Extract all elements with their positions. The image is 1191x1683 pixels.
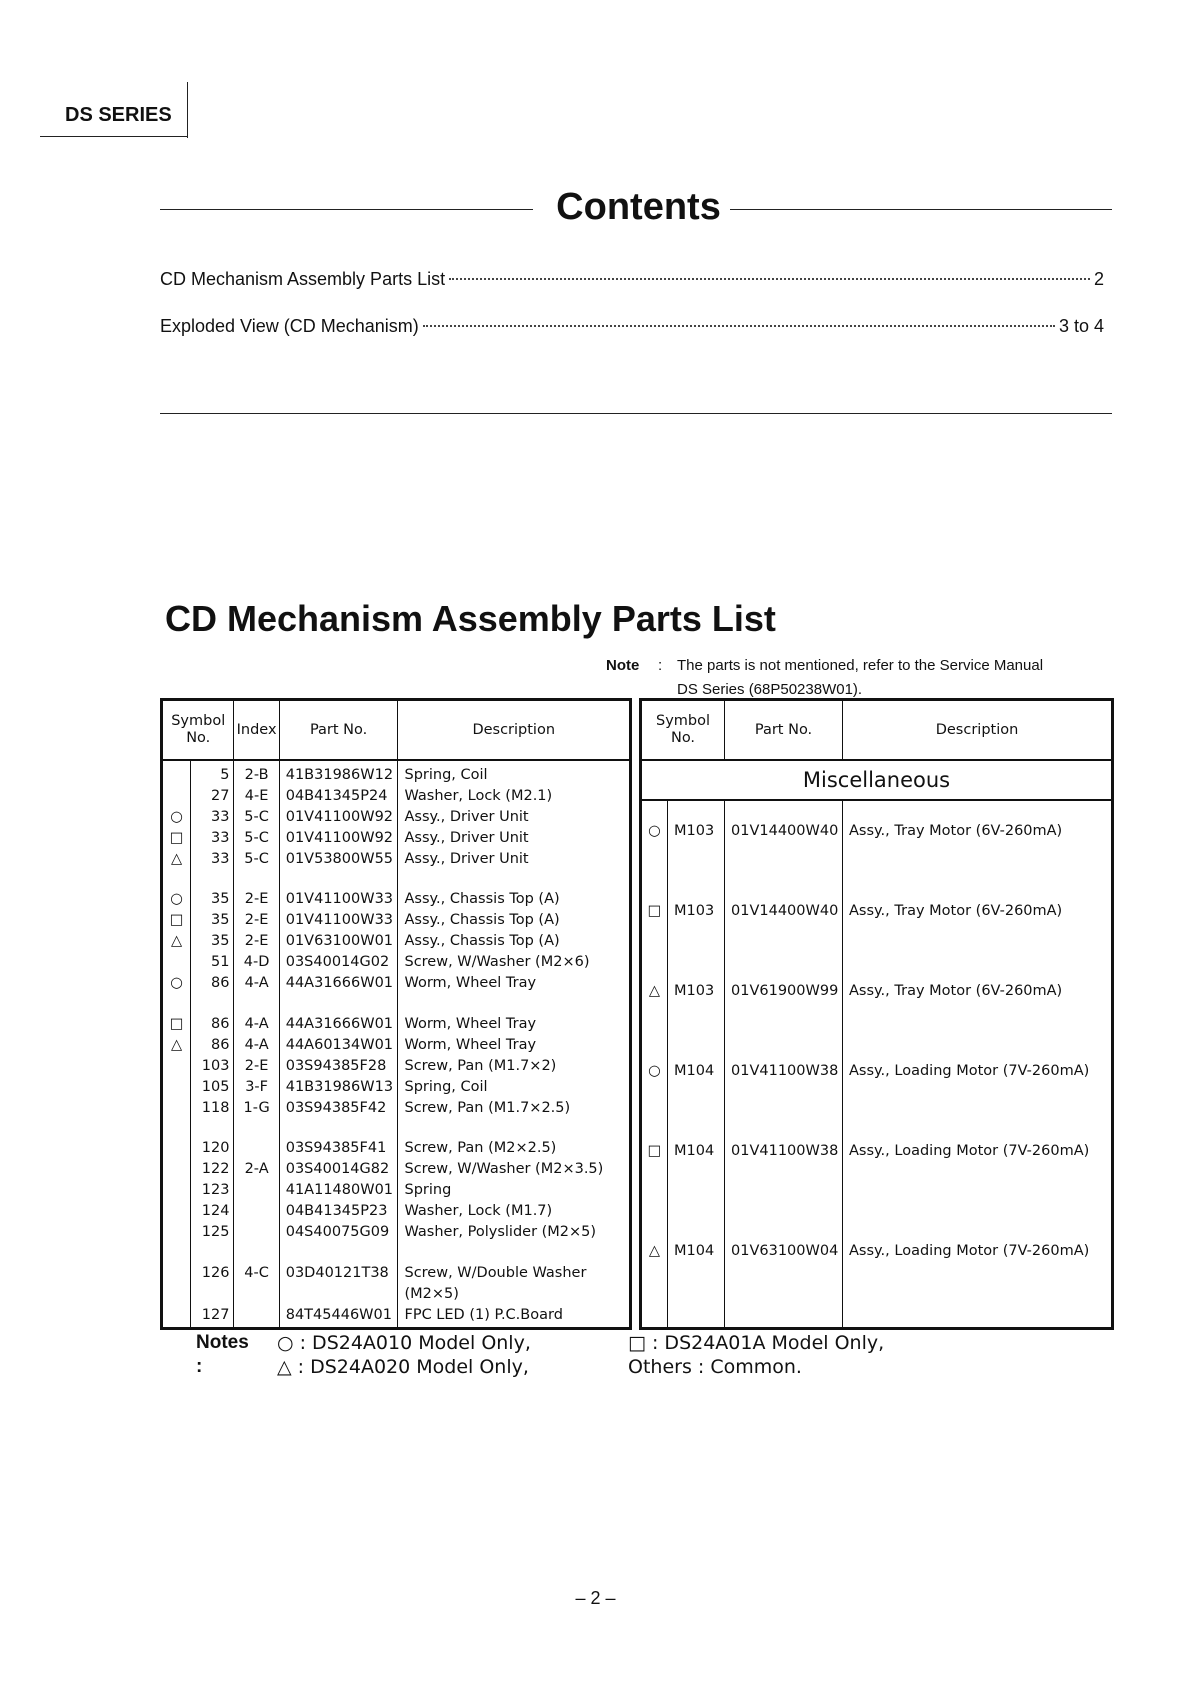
page-number: – 2 –: [575, 1588, 616, 1608]
index-cell: 2-E: [234, 890, 279, 911]
symbol-mark: ○: [170, 891, 183, 908]
table-row: [162, 1264, 631, 1285]
index-cell: 1-G: [234, 1099, 279, 1120]
parts-table-right: [639, 698, 1114, 1330]
table-row: [162, 829, 631, 850]
index-cell: 2-E: [234, 911, 279, 932]
index-cell: 2-E: [234, 932, 279, 953]
spacer-cell: [162, 1244, 191, 1264]
symbol-mark: [162, 1057, 191, 1078]
note-triangle: △ : DS24A020 Model Only,: [277, 1356, 529, 1378]
part-description: Assy., Driver Unit: [398, 850, 631, 871]
symbol-number: 120: [191, 1139, 234, 1160]
symbol-mark: ○: [648, 823, 661, 839]
symbol-number: M103: [668, 822, 725, 902]
symbol-mark: [162, 1139, 191, 1160]
index-cell: 2-B: [234, 766, 279, 787]
contents-divider: [160, 413, 1112, 414]
col-header-description: Description: [398, 700, 631, 761]
contents-heading: [160, 180, 1112, 236]
note-label: Note: [606, 657, 640, 674]
table-row: [162, 850, 631, 871]
spacer-row: [162, 1244, 631, 1264]
part-number: 01V41100W33: [279, 890, 398, 911]
toc-dot-leader: [423, 325, 1055, 327]
table-row: [162, 1223, 631, 1244]
table-row: [162, 890, 631, 911]
symbol-mark: [162, 953, 191, 974]
series-label: DS SERIES: [65, 104, 172, 126]
symbol-mark: □: [169, 912, 184, 929]
table-row: [162, 766, 631, 787]
symbol-mark: [162, 1202, 191, 1223]
part-number: 01V61900W99: [725, 982, 843, 1062]
part-number: 04B41345P24: [279, 787, 398, 808]
part-number: 44A31666W01: [279, 974, 398, 995]
table-row: [162, 1057, 631, 1078]
symbol-mark: □: [647, 1143, 662, 1160]
index-cell: 4-A: [234, 1015, 279, 1036]
part-description: Screw, Pan (M1.7×2.5): [398, 1099, 631, 1120]
part-description: Worm, Wheel Tray: [398, 974, 631, 995]
filler-cell: [398, 1327, 631, 1329]
part-description: (M2×5): [398, 1285, 631, 1306]
symbol-mark: [162, 1078, 191, 1099]
spacer-cell: [234, 995, 279, 1015]
spacer-cell: [191, 1244, 234, 1264]
part-number: [279, 1285, 398, 1306]
spacer-cell: [641, 1223, 668, 1243]
symbol-number: 86: [191, 1015, 234, 1036]
symbol-number: M103: [668, 902, 725, 982]
toc-entry-page: 2: [1093, 269, 1104, 289]
note-text-line1: The parts is not mentioned, refer to the Service Manual: [677, 657, 1044, 674]
spacer-cell: [725, 800, 843, 822]
symbol-mark: □: [169, 829, 184, 846]
spacer-cell: [668, 800, 725, 822]
spacer-cell: [234, 1120, 279, 1140]
symbol-mark: [162, 1160, 191, 1181]
heading-rule-right: [730, 209, 1112, 210]
table-row: [162, 1202, 631, 1223]
filler-cell: [162, 1327, 191, 1329]
part-number: 41A11480W01: [279, 1181, 398, 1202]
symbol-number: 33: [191, 808, 234, 829]
symbol-mark: [162, 1181, 191, 1202]
table-row: [162, 1160, 631, 1181]
part-description: Screw, Pan (M1.7×2): [398, 1057, 631, 1078]
filler-cell: [843, 1322, 1113, 1328]
col-header-part-no: Part No.: [725, 700, 843, 761]
col-header-symbol-no: Symbol No.: [162, 700, 234, 761]
table-row: [162, 932, 631, 953]
toc-entry-label: CD Mechanism Assembly Parts List: [160, 269, 446, 289]
spacer-cell: [398, 1244, 631, 1264]
table-row: [162, 1099, 631, 1120]
symbol-mark: △: [171, 933, 183, 950]
symbol-number: 123: [191, 1181, 234, 1202]
toc-entry-page: 3 to 4: [1058, 316, 1104, 336]
table-row: [162, 1015, 631, 1036]
index-cell: 2-E: [234, 1057, 279, 1078]
part-number: 04B41345P23: [279, 1202, 398, 1223]
part-description: Assy., Loading Motor (7V-260mA): [843, 1242, 1113, 1322]
toc-entry[interactable]: [160, 269, 1104, 297]
symbol-number: 33: [191, 829, 234, 850]
part-description: Screw, W/Washer (M2×6): [398, 953, 631, 974]
parts-table-right-body: [641, 800, 1113, 1329]
part-description: Screw, Pan (M2×2.5): [398, 1139, 631, 1160]
symbol-number: 103: [191, 1057, 234, 1078]
part-description: Spring, Coil: [398, 766, 631, 787]
filler-row: [162, 1327, 631, 1329]
spacer-cell: [279, 995, 398, 1015]
table-header-row: [641, 700, 1113, 761]
spacer-row: [641, 1223, 1113, 1243]
table-row: [641, 902, 1113, 982]
table-row: [641, 822, 1113, 902]
table-row: [641, 982, 1113, 1062]
symbol-mark: [162, 1223, 191, 1244]
table-row: [162, 1285, 631, 1306]
table-row: [641, 1242, 1113, 1322]
part-number: 01V41100W38: [725, 1142, 843, 1222]
part-description: Washer, Lock (M2.1): [398, 787, 631, 808]
part-description: Worm, Wheel Tray: [398, 1036, 631, 1057]
symbol-number: 35: [191, 890, 234, 911]
table-row: [641, 1142, 1113, 1222]
symbol-mark: [162, 1099, 191, 1120]
part-description: Worm, Wheel Tray: [398, 1015, 631, 1036]
part-number: 01V41100W38: [725, 1062, 843, 1142]
symbol-number: 126: [191, 1264, 234, 1285]
part-number: 03D40121T38: [279, 1264, 398, 1285]
spacer-cell: [641, 800, 668, 822]
part-description: FPC LED (1) P.C.Board: [398, 1306, 631, 1327]
spacer-cell: [191, 1120, 234, 1140]
filler-cell: [641, 1322, 668, 1328]
spacer-cell: [725, 1223, 843, 1243]
part-description: Assy., Loading Motor (7V-260mA): [843, 1062, 1113, 1142]
symbol-mark: [162, 1306, 191, 1327]
spacer-row: [162, 1120, 631, 1140]
part-description: Assy., Driver Unit: [398, 808, 631, 829]
part-description: Assy., Chassis Top (A): [398, 890, 631, 911]
symbol-mark: □: [169, 1015, 184, 1032]
index-cell: 4-A: [234, 974, 279, 995]
spacer-cell: [162, 871, 191, 891]
table-row: [162, 787, 631, 808]
note-text-line2: DS Series (68P50238W01).: [677, 681, 863, 698]
table-row: [162, 911, 631, 932]
spacer-cell: [162, 1120, 191, 1140]
spacer-row: [162, 995, 631, 1015]
part-number: 03S40014G02: [279, 953, 398, 974]
symbol-number: 51: [191, 953, 234, 974]
index-cell: [234, 1306, 279, 1327]
index-cell: [234, 1181, 279, 1202]
part-number: 44A31666W01: [279, 1015, 398, 1036]
part-description: Assy., Loading Motor (7V-260mA): [843, 1142, 1113, 1222]
symbol-number: M103: [668, 982, 725, 1062]
index-cell: 2-A: [234, 1160, 279, 1181]
part-description: Washer, Lock (M1.7): [398, 1202, 631, 1223]
index-cell: 5-C: [234, 829, 279, 850]
spacer-cell: [191, 995, 234, 1015]
part-number: 03S94385F28: [279, 1057, 398, 1078]
part-number: 04S40075G09: [279, 1223, 398, 1244]
part-description: Screw, W/Washer (M2×3.5): [398, 1160, 631, 1181]
symbol-mark: [162, 1285, 191, 1306]
index-cell: 5-C: [234, 808, 279, 829]
part-description: Washer, Polyslider (M2×5): [398, 1223, 631, 1244]
notes-label: Notes :: [196, 1332, 249, 1377]
part-description: Spring, Coil: [398, 1078, 631, 1099]
symbol-number: 105: [191, 1078, 234, 1099]
col-header-symbol-no: Symbol No.: [641, 700, 725, 761]
section-title: CD Mechanism Assembly Parts List: [165, 598, 776, 639]
spacer-cell: [162, 995, 191, 1015]
index-cell: [234, 1223, 279, 1244]
index-cell: 5-C: [234, 850, 279, 871]
spacer-cell: [279, 1244, 398, 1264]
part-number: 44A60134W01: [279, 1036, 398, 1057]
spacer-cell: [843, 800, 1113, 822]
filler-cell: [279, 1327, 398, 1329]
spacer-cell: [398, 871, 631, 891]
symbol-number: M104: [668, 1142, 725, 1222]
part-number: 01V41100W92: [279, 829, 398, 850]
index-cell: 4-C: [234, 1264, 279, 1285]
part-number: 03S94385F41: [279, 1139, 398, 1160]
spacer-row: [641, 800, 1113, 822]
table-row: [162, 1036, 631, 1057]
table-row: [162, 1181, 631, 1202]
spacer-row: [162, 871, 631, 891]
spacer-cell: [843, 1223, 1113, 1243]
symbol-number: 86: [191, 1036, 234, 1057]
note-colon: :: [658, 657, 663, 674]
group-title-miscellaneous: Miscellaneous: [641, 760, 1113, 800]
symbol-number: 125: [191, 1223, 234, 1244]
symbol-mark: △: [171, 1036, 183, 1053]
parts-table-left: [160, 698, 632, 1330]
part-description: Assy., Driver Unit: [398, 829, 631, 850]
index-cell: [234, 1139, 279, 1160]
symbol-mark: △: [171, 850, 183, 867]
table-row: [162, 1078, 631, 1099]
spacer-cell: [398, 1120, 631, 1140]
symbol-number: M104: [668, 1062, 725, 1142]
symbol-number: M104: [668, 1242, 725, 1322]
table-header-row: [162, 700, 631, 761]
filler-row: [641, 1322, 1113, 1328]
table-row: [162, 808, 631, 829]
toc-entry[interactable]: [160, 316, 1104, 344]
spacer-cell: [398, 995, 631, 1015]
symbol-number: 86: [191, 974, 234, 995]
symbol-number: 35: [191, 911, 234, 932]
symbol-number: 118: [191, 1099, 234, 1120]
index-cell: 4-E: [234, 787, 279, 808]
symbol-mark: [162, 787, 191, 808]
symbol-mark: ○: [648, 1063, 661, 1080]
symbol-number: 127: [191, 1306, 234, 1327]
part-description: Screw, W/Double Washer: [398, 1264, 631, 1285]
symbol-mark: ○: [170, 975, 183, 992]
table-row: [641, 1062, 1113, 1142]
symbol-number: 27: [191, 787, 234, 808]
part-number: 01V14400W40: [725, 822, 843, 902]
index-cell: 3-F: [234, 1078, 279, 1099]
part-description: Assy., Chassis Top (A): [398, 911, 631, 932]
part-number: 03S94385F42: [279, 1099, 398, 1120]
symbol-mark: △: [648, 983, 661, 1000]
table-row: [162, 974, 631, 995]
index-cell: [234, 1285, 279, 1306]
symbol-number: 124: [191, 1202, 234, 1223]
col-header-description: Description: [843, 700, 1113, 761]
symbol-mark: △: [648, 1243, 661, 1260]
symbol-mark: [162, 1264, 191, 1285]
symbol-mark: [162, 766, 191, 787]
note-others: Others : Common.: [628, 1356, 802, 1378]
series-header: [40, 82, 188, 137]
spacer-cell: [234, 1244, 279, 1264]
part-number: 01V41100W33: [279, 911, 398, 932]
index-cell: 4-D: [234, 953, 279, 974]
toc-dot-leader: [449, 278, 1090, 280]
heading-rule-left: [160, 209, 533, 210]
symbol-number: 35: [191, 932, 234, 953]
part-description: Assy., Tray Motor (6V-260mA): [843, 822, 1113, 902]
symbol-mark: □: [647, 903, 662, 920]
filler-cell: [234, 1327, 279, 1329]
contents-title: Contents: [556, 186, 721, 228]
part-number: 41B31986W13: [279, 1078, 398, 1099]
part-number: 41B31986W12: [279, 766, 398, 787]
part-description: Assy., Tray Motor (6V-260mA): [843, 982, 1113, 1062]
symbol-number: 33: [191, 850, 234, 871]
index-cell: 4-A: [234, 1036, 279, 1057]
part-number: 01V63100W04: [725, 1242, 843, 1322]
symbol-number: [191, 1285, 234, 1306]
part-number: 01V14400W40: [725, 902, 843, 982]
filler-cell: [725, 1322, 843, 1328]
symbol-number: 5: [191, 766, 234, 787]
part-description: Assy., Tray Motor (6V-260mA): [843, 902, 1113, 982]
table-row: [162, 953, 631, 974]
col-header-part-no: Part No.: [279, 700, 398, 761]
note-circle: ○ : DS24A010 Model Only,: [277, 1332, 531, 1354]
col-header-index: Index: [234, 700, 279, 761]
part-number: 01V63100W01: [279, 932, 398, 953]
spacer-cell: [279, 871, 398, 891]
table-row: [162, 1139, 631, 1160]
spacer-cell: [279, 1120, 398, 1140]
spacer-cell: [191, 871, 234, 891]
group-row: [641, 760, 1113, 800]
symbol-mark: ○: [170, 808, 183, 825]
table-row: [162, 1306, 631, 1327]
part-number: 01V53800W55: [279, 850, 398, 871]
spacer-cell: [234, 871, 279, 891]
part-number: 01V41100W92: [279, 808, 398, 829]
spacer-cell: [668, 1223, 725, 1243]
parts-table-left-body: [162, 760, 631, 1329]
part-description: Assy., Chassis Top (A): [398, 932, 631, 953]
symbol-number: 122: [191, 1160, 234, 1181]
filler-cell: [668, 1322, 725, 1328]
part-number: 03S40014G82: [279, 1160, 398, 1181]
part-number: 84T45446W01: [279, 1306, 398, 1327]
part-description: Spring: [398, 1181, 631, 1202]
index-cell: [234, 1202, 279, 1223]
toc-entry-label: Exploded View (CD Mechanism): [160, 316, 419, 336]
filler-cell: [191, 1327, 234, 1329]
note-square: □ : DS24A01A Model Only,: [628, 1332, 885, 1354]
